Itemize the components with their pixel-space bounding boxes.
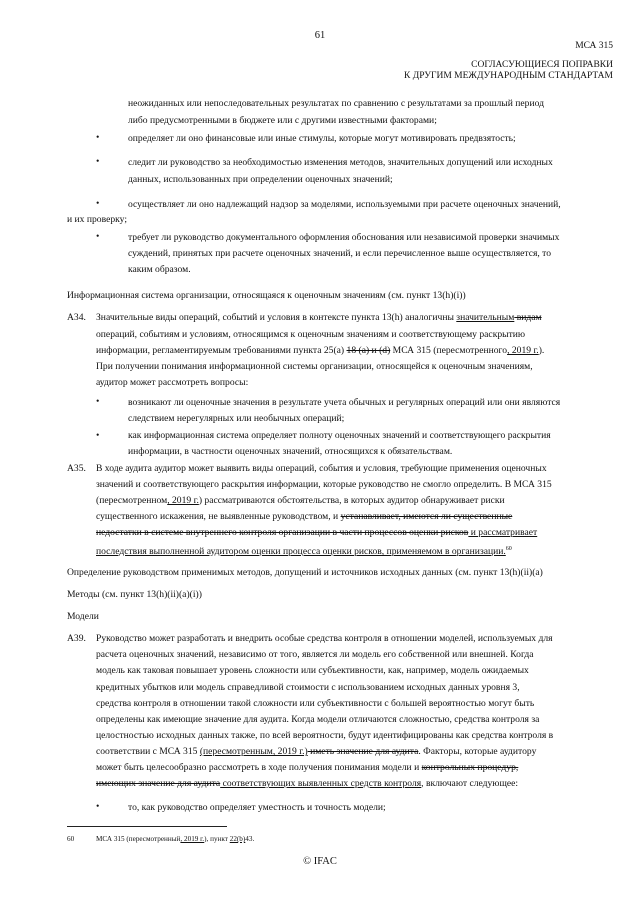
paragraph-a39-line: определены как имеющие значение для аудита. Когда модели отличаются сложностью, средства контроля за	[96, 714, 540, 725]
paragraph-a39-line: имеющих значение для аудита соответствующих выявленных средств контроля, включают следующее:	[96, 778, 519, 789]
bullet-text: то, как руководство определяет уместность и точность модели;	[128, 802, 386, 813]
bullet-marker: •	[96, 156, 100, 167]
paragraph-a39-line: Руководство может разработать и внедрить особые средства контроля в отношении моделей, используемых для	[96, 633, 553, 644]
paragraph-a34-line: При получении понимания информационной системы организации, относящейся к оценочным значениям,	[96, 361, 533, 372]
paragraph-a34-line: информации, регламентируемым требованиями пункта 25(a) 18 (a) и (d) МСА 315 (пересмотренного, 2019 г.).	[96, 345, 545, 356]
footnote-text: МСА 315 (пересмотренный, 2019 г.), пункт 22(b)43.	[96, 835, 255, 843]
header-code: МСА 315	[575, 41, 613, 51]
bullet-text: как информационная система определяет полноту оценочных значений и соответствующего раскрытия	[128, 430, 551, 441]
paragraph-a39-line: средства контроля в отношении такой сложности или субъективности с большей вероятностью могут быть	[96, 698, 535, 709]
bullet-text: возникают ли оценочные значения в результате учета обычных и регулярных операций или они являются	[128, 397, 561, 408]
bullet-marker: •	[96, 396, 100, 407]
paragraph-a39-line: модель как таковая повышает уровень сложности или субъективности, как, например, модель ожидаемых	[96, 665, 529, 676]
footnote-ref: 60	[505, 546, 512, 552]
paragraph-a35-line: В ходе аудита аудитор может выявить виды операций, события и условия, требующие применения оценочных	[96, 463, 547, 474]
page-number: 61	[314, 30, 326, 41]
paragraph-a34-line: Значительные виды операций, событий и условия в контексте пункта 13(h) аналогичны значительным видам	[96, 312, 542, 323]
bullet-text: определяет ли оно финансовые или иные стимулы, которые могут мотивировать предвзятость;	[128, 133, 516, 144]
bullet-marker: •	[96, 132, 100, 143]
paragraph-a34-line: аудитор может рассмотреть вопросы:	[96, 377, 249, 388]
section-heading: Модели	[67, 611, 99, 622]
bullet-marker: •	[96, 198, 100, 209]
bullet-text: осуществляет ли оно надлежащий надзор за моделями, используемыми при расчете оценочных значений,	[128, 199, 561, 210]
bullet-continuation: и их проверку;	[67, 214, 127, 225]
section-heading: Информационная система организации, относящаяся к оценочным значениям (см. пункт 13(h)(i))	[67, 290, 466, 301]
intro-line-1: неожиданных или непоследовательных результатах по сравнению с результатами за прошлый период	[128, 98, 544, 109]
page-footer: © IFAC	[303, 856, 337, 867]
section-heading: Методы (см. пункт 13(h)(ii)(a)(i))	[67, 589, 202, 600]
paragraph-a35-line: последствия выполненной аудитором оценки процесса оценки рисков, применяемом в организации.$^{60}$	[96, 546, 512, 558]
paragraph-a34-line: операций, событиям и условиям, относящимся к оценочным значениям и соответствующему раскрытию	[96, 329, 526, 340]
bullet-marker: •	[96, 430, 100, 441]
paragraph-a39-line: расчета оценочных значений, независимо от того, является ли модель его собственной или внешней. Когда	[96, 649, 534, 660]
bullet-text: суждений, принятых при расчете оценочных значений, и если перечисленное выше осуществляется, то	[128, 248, 552, 259]
footnote-number: 60	[67, 835, 75, 843]
paragraph-number: A39.	[67, 633, 86, 644]
paragraph-a39-line: кредитных убытков или модель справедливой стоимости с использованием исходных данных уровня 3,	[96, 682, 520, 693]
header-line-1: СОГЛАСУЮЩИЕСЯ ПОПРАВКИ	[471, 60, 613, 70]
paragraph-a39-line: может быть целесообразно рассмотреть в ходе получения понимания модели и контрольных процедур,	[96, 762, 519, 773]
bullet-marker: •	[96, 801, 100, 812]
header-line-2: К ДРУГИМ МЕЖДУНАРОДНЫМ СТАНДАРТАМ	[404, 71, 613, 81]
paragraph-a35-line: недостатки в системе внутреннего контроля организации в части процессов оценки рисков и рассматривает	[96, 527, 538, 538]
paragraph-number: A35.	[67, 463, 86, 474]
bullet-text: следствием нерегулярных или необычных операций;	[128, 413, 345, 424]
paragraph-a35-line: значений и соответствующего раскрытия информации, которые руководство не смогло определить. В МСА 315	[96, 479, 552, 490]
bullet-marker: •	[96, 231, 100, 242]
paragraph-a35-line: существенного искажения, не выявленные руководством, и устанавливает, имеются ли существенные	[96, 511, 513, 522]
bullet-text: требует ли руководство документального оформления обоснования или независимой проверки значимых	[128, 232, 560, 243]
bullet-text: каким образом.	[128, 264, 191, 275]
paragraph-a39-line: соответствии с МСА 315 (пересмотренным, 2019 г.) иметь значение для аудита. Факторы, которые аудитору	[96, 746, 537, 757]
section-heading: Определение руководством применимых методов, допущений и источников исходных данных (см. пункт 13(h)(ii)(a)	[67, 567, 543, 578]
bullet-text: данных, использованных при определении оценочных значений;	[128, 174, 393, 185]
paragraph-number: A34.	[67, 312, 86, 323]
footnote-divider	[67, 826, 227, 827]
bullet-text: информации, в частности оценочных значений, относящихся к обязательствам.	[128, 446, 453, 457]
paragraph-a35-line: (пересмотренном, 2019 г.) рассматриваются обстоятельства, в которых аудитор обнаруживает риски	[96, 495, 505, 506]
paragraph-a39-line: целостностью исходных данных также, по всей вероятности, будут идентифицированы как средства контроля в	[96, 730, 554, 741]
bullet-text: следит ли руководство за необходимостью изменения методов, значительных допущений или исходных	[128, 157, 553, 168]
intro-line-2: либо предусмотренными в бюджете или с другими известными факторами;	[128, 115, 437, 126]
